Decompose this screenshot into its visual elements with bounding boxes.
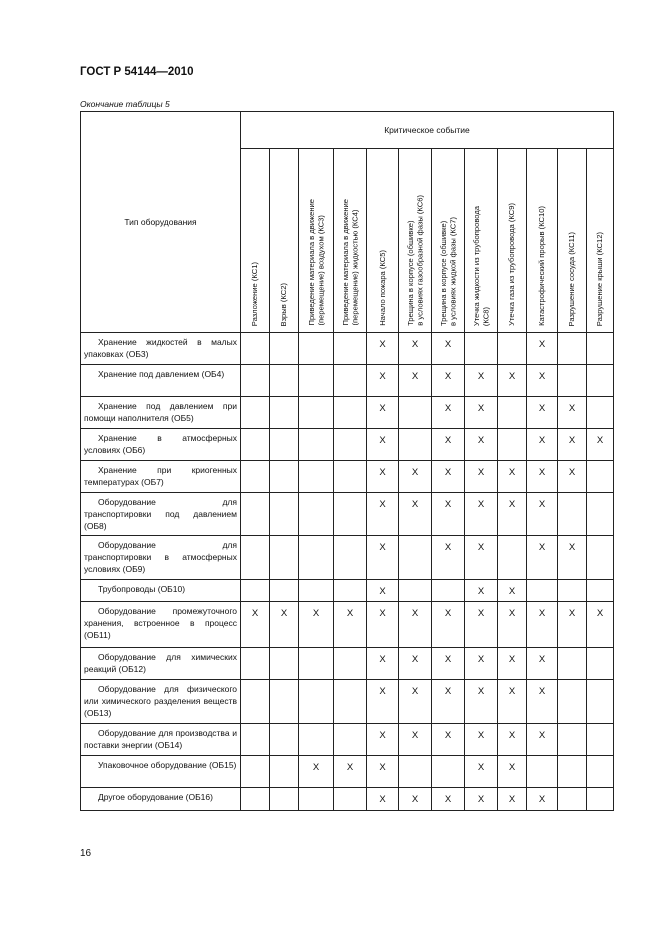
event-mark-cell xyxy=(558,724,587,756)
event-mark-cell: X xyxy=(399,333,432,365)
event-mark-cell: X xyxy=(367,756,399,788)
event-mark-cell xyxy=(527,756,558,788)
event-mark-cell: X xyxy=(465,788,498,811)
event-mark-cell: X xyxy=(527,680,558,724)
table-row xyxy=(81,724,614,756)
event-mark-cell xyxy=(465,333,498,365)
event-mark-cell xyxy=(334,493,367,536)
event-mark-cell: X xyxy=(432,536,465,580)
event-mark-cell: X xyxy=(399,680,432,724)
column-header-label: Разложение (КС1) xyxy=(250,261,260,326)
event-mark-cell xyxy=(299,333,334,365)
column-header-label: Приведение материала в движение (перемещение) жидкостью (КС4) xyxy=(340,199,359,326)
equipment-type-cell: Оборудование для транспортировки под давлением (ОБ8) xyxy=(81,493,241,536)
event-mark-cell: X xyxy=(432,648,465,680)
event-mark-cell: X xyxy=(367,724,399,756)
event-mark-cell xyxy=(334,536,367,580)
event-mark-cell xyxy=(399,397,432,429)
event-mark-cell: X xyxy=(432,602,465,648)
event-mark-cell xyxy=(270,724,299,756)
event-mark-cell: X xyxy=(432,333,465,365)
event-mark-cell xyxy=(498,536,527,580)
column-header xyxy=(587,149,614,333)
table-row xyxy=(81,602,614,648)
equipment-type-cell: Оборудование для транспортировки в атмосферных условиях (ОБ9) xyxy=(81,536,241,580)
event-mark-cell: X xyxy=(367,536,399,580)
event-mark-cell xyxy=(270,648,299,680)
event-mark-cell: X xyxy=(465,493,498,536)
column-header xyxy=(432,149,465,333)
event-mark-cell: X xyxy=(498,602,527,648)
event-mark-cell: X xyxy=(399,788,432,811)
event-mark-cell: X xyxy=(527,429,558,461)
event-mark-cell xyxy=(498,333,527,365)
event-mark-cell xyxy=(299,493,334,536)
event-mark-cell: X xyxy=(399,648,432,680)
event-mark-cell xyxy=(241,536,270,580)
event-mark-cell: X xyxy=(367,461,399,493)
event-mark-cell: X xyxy=(432,461,465,493)
event-mark-cell: X xyxy=(527,493,558,536)
event-mark-cell xyxy=(270,788,299,811)
column-header xyxy=(334,149,367,333)
event-mark-cell: X xyxy=(432,680,465,724)
column-header-label: Разрушение крыши (КС12) xyxy=(595,231,605,326)
equipment-type-cell: Хранение при криогенных температурах (ОБ7) xyxy=(81,461,241,493)
event-mark-cell: X xyxy=(465,429,498,461)
event-mark-cell: X xyxy=(367,493,399,536)
event-mark-cell: X xyxy=(367,680,399,724)
column-header xyxy=(270,149,299,333)
event-mark-cell: X xyxy=(465,580,498,602)
event-mark-cell xyxy=(299,680,334,724)
event-mark-cell xyxy=(270,333,299,365)
critical-event-header: Критическое событие xyxy=(241,112,614,149)
event-mark-cell xyxy=(270,493,299,536)
event-mark-cell xyxy=(270,756,299,788)
event-mark-cell: X xyxy=(367,429,399,461)
event-mark-cell xyxy=(299,429,334,461)
event-mark-cell: X xyxy=(498,365,527,397)
column-header-label: Взрыв (КС2) xyxy=(279,282,289,326)
column-header-label: Приведение материала в движение (перемещение) воздухом (КС3) xyxy=(306,199,325,326)
event-mark-cell xyxy=(432,580,465,602)
event-mark-cell xyxy=(241,580,270,602)
event-mark-cell: X xyxy=(367,397,399,429)
event-mark-cell: X xyxy=(299,602,334,648)
event-mark-cell xyxy=(399,580,432,602)
event-mark-cell: X xyxy=(558,429,587,461)
event-mark-cell xyxy=(241,724,270,756)
column-header xyxy=(498,149,527,333)
column-header xyxy=(367,149,399,333)
event-mark-cell: X xyxy=(527,461,558,493)
event-mark-cell: X xyxy=(527,788,558,811)
column-header xyxy=(399,149,432,333)
event-mark-cell: X xyxy=(465,756,498,788)
event-mark-cell: X xyxy=(432,429,465,461)
event-mark-cell: X xyxy=(558,397,587,429)
document-header: ГОСТ Р 54144—2010 xyxy=(80,66,194,78)
event-mark-cell xyxy=(558,680,587,724)
equipment-type-cell: Хранение в атмосферных условиях (ОБ6) xyxy=(81,429,241,461)
event-mark-cell: X xyxy=(465,724,498,756)
event-mark-cell xyxy=(587,648,614,680)
event-mark-cell xyxy=(399,429,432,461)
event-mark-cell xyxy=(432,756,465,788)
event-mark-cell: X xyxy=(527,724,558,756)
equipment-type-cell: Хранение под давлением при помощи наполнителя (ОБ5) xyxy=(81,397,241,429)
table-row xyxy=(81,756,614,788)
table-row xyxy=(81,493,614,536)
event-mark-cell: X xyxy=(299,756,334,788)
event-mark-cell: X xyxy=(399,493,432,536)
event-mark-cell: X xyxy=(432,724,465,756)
event-mark-cell xyxy=(270,680,299,724)
event-mark-cell: X xyxy=(399,365,432,397)
event-mark-cell: X xyxy=(432,788,465,811)
equipment-type-cell: Оборудование для химических реакций (ОБ12) xyxy=(81,648,241,680)
event-mark-cell xyxy=(399,536,432,580)
event-mark-cell: X xyxy=(498,680,527,724)
event-mark-cell xyxy=(587,365,614,397)
table-row xyxy=(81,680,614,724)
event-mark-cell xyxy=(558,788,587,811)
event-mark-cell: X xyxy=(527,536,558,580)
event-mark-cell: X xyxy=(465,648,498,680)
event-mark-cell xyxy=(241,648,270,680)
page-number: 16 xyxy=(80,848,92,859)
event-mark-cell xyxy=(299,788,334,811)
event-mark-cell xyxy=(334,648,367,680)
equipment-type-cell: Хранение жидкостей в малых упаковках (ОБ3) xyxy=(81,333,241,365)
event-mark-cell xyxy=(587,724,614,756)
column-header-label: Начало пожара (КС5) xyxy=(377,250,387,326)
event-mark-cell xyxy=(587,536,614,580)
table-row xyxy=(81,365,614,397)
equipment-type-cell: Хранение под давлением (ОБ4) xyxy=(81,365,241,397)
event-mark-cell xyxy=(587,788,614,811)
column-header-label: Трещина в корпусе (обшивке) в условиях жидкой фазы (КС7) xyxy=(438,217,457,326)
column-header xyxy=(241,149,270,333)
event-mark-cell xyxy=(527,580,558,602)
event-mark-cell: X xyxy=(399,461,432,493)
event-mark-cell xyxy=(558,333,587,365)
event-mark-cell xyxy=(587,333,614,365)
event-mark-cell xyxy=(270,536,299,580)
equipment-type-cell: Другое оборудование (ОБ16) xyxy=(81,788,241,811)
column-header-label: Разрушение сосуда (КС11) xyxy=(567,231,577,326)
event-mark-cell xyxy=(587,756,614,788)
event-mark-cell xyxy=(241,333,270,365)
column-header-label: Утечка жидкости из трубопровода (КС8) xyxy=(471,205,490,326)
event-mark-cell: X xyxy=(334,602,367,648)
event-mark-cell xyxy=(334,429,367,461)
event-mark-cell xyxy=(241,680,270,724)
table-row xyxy=(81,580,614,602)
event-mark-cell xyxy=(241,429,270,461)
event-mark-cell: X xyxy=(587,602,614,648)
event-mark-cell xyxy=(241,461,270,493)
event-mark-cell: X xyxy=(432,397,465,429)
event-mark-cell xyxy=(334,580,367,602)
event-mark-cell xyxy=(558,648,587,680)
event-mark-cell: X xyxy=(498,493,527,536)
event-mark-cell xyxy=(498,429,527,461)
event-mark-cell: X xyxy=(558,602,587,648)
event-mark-cell: X xyxy=(241,602,270,648)
column-header xyxy=(299,149,334,333)
table-row xyxy=(81,429,614,461)
event-mark-cell xyxy=(558,756,587,788)
event-mark-cell xyxy=(399,756,432,788)
event-mark-cell: X xyxy=(527,648,558,680)
event-mark-cell xyxy=(241,397,270,429)
event-mark-cell xyxy=(587,680,614,724)
table-row xyxy=(81,648,614,680)
event-mark-cell: X xyxy=(270,602,299,648)
event-mark-cell: X xyxy=(432,365,465,397)
event-mark-cell: X xyxy=(558,536,587,580)
event-mark-cell xyxy=(299,365,334,397)
event-mark-cell xyxy=(587,580,614,602)
event-mark-cell xyxy=(299,580,334,602)
event-mark-cell xyxy=(334,397,367,429)
event-mark-cell: X xyxy=(367,602,399,648)
event-mark-cell: X xyxy=(399,602,432,648)
event-mark-cell: X xyxy=(367,788,399,811)
event-mark-cell xyxy=(241,493,270,536)
table-row xyxy=(81,788,614,811)
table-row xyxy=(81,397,614,429)
event-mark-cell xyxy=(299,397,334,429)
event-mark-cell xyxy=(498,397,527,429)
equipment-type-header: Тип оборудования xyxy=(81,112,241,333)
event-mark-cell: X xyxy=(498,788,527,811)
event-mark-cell: X xyxy=(367,365,399,397)
equipment-type-cell: Оборудование для производства и поставки энергии (ОБ14) xyxy=(81,724,241,756)
event-mark-cell xyxy=(299,461,334,493)
equipment-type-cell: Оборудование промежуточного хранения, встроенное в процесс (ОБ11) xyxy=(81,602,241,648)
event-mark-cell: X xyxy=(465,536,498,580)
event-mark-cell xyxy=(241,365,270,397)
column-header xyxy=(558,149,587,333)
event-mark-cell xyxy=(270,429,299,461)
event-mark-cell xyxy=(299,536,334,580)
event-mark-cell xyxy=(334,788,367,811)
event-mark-cell: X xyxy=(334,756,367,788)
table-row xyxy=(81,536,614,580)
event-mark-cell xyxy=(299,724,334,756)
column-header-label: Трещина в корпусе (обшивке) в условиях газообразной фазы (КС6) xyxy=(405,195,424,326)
table-caption: Окончание таблицы 5 xyxy=(80,99,170,109)
event-mark-cell xyxy=(334,680,367,724)
event-mark-cell xyxy=(587,397,614,429)
event-mark-cell xyxy=(334,724,367,756)
event-mark-cell xyxy=(587,461,614,493)
event-mark-cell: X xyxy=(465,602,498,648)
event-mark-cell: X xyxy=(465,397,498,429)
event-mark-cell xyxy=(558,580,587,602)
event-mark-cell: X xyxy=(465,680,498,724)
event-mark-cell: X xyxy=(367,648,399,680)
column-header xyxy=(465,149,498,333)
event-mark-cell: X xyxy=(498,580,527,602)
equipment-type-cell: Трубопроводы (ОБ10) xyxy=(81,580,241,602)
event-mark-cell xyxy=(270,397,299,429)
event-mark-cell: X xyxy=(498,461,527,493)
event-mark-cell xyxy=(241,756,270,788)
event-mark-cell: X xyxy=(558,461,587,493)
event-mark-cell xyxy=(241,788,270,811)
event-mark-cell xyxy=(587,493,614,536)
event-mark-cell xyxy=(270,365,299,397)
event-mark-cell: X xyxy=(367,333,399,365)
table-row xyxy=(81,461,614,493)
event-mark-cell xyxy=(270,580,299,602)
event-mark-cell: X xyxy=(367,580,399,602)
event-mark-cell: X xyxy=(498,724,527,756)
event-mark-cell: X xyxy=(527,365,558,397)
event-mark-cell xyxy=(334,461,367,493)
event-mark-cell: X xyxy=(587,429,614,461)
event-mark-cell xyxy=(334,365,367,397)
equipment-type-cell: Оборудование для физического или химического разделения веществ (ОБ13) xyxy=(81,680,241,724)
table-row xyxy=(81,333,614,365)
column-header-label: Утечка газа из трубопровода (КС9) xyxy=(507,203,517,326)
event-mark-cell: X xyxy=(399,724,432,756)
event-mark-cell: X xyxy=(498,756,527,788)
event-mark-cell: X xyxy=(527,397,558,429)
event-mark-cell: X xyxy=(498,648,527,680)
event-mark-cell: X xyxy=(527,602,558,648)
event-mark-cell: X xyxy=(527,333,558,365)
event-mark-cell: X xyxy=(465,365,498,397)
event-mark-cell xyxy=(334,333,367,365)
event-mark-cell xyxy=(558,365,587,397)
column-header-label: Катастрофический прорыв (КС10) xyxy=(537,206,547,326)
event-mark-cell: X xyxy=(432,493,465,536)
column-header xyxy=(527,149,558,333)
equipment-type-cell: Упаковочное оборудование (ОБ15) xyxy=(81,756,241,788)
event-mark-cell xyxy=(299,648,334,680)
event-mark-cell xyxy=(270,461,299,493)
event-mark-cell: X xyxy=(465,461,498,493)
event-mark-cell xyxy=(558,493,587,536)
critical-events-table xyxy=(80,111,614,811)
